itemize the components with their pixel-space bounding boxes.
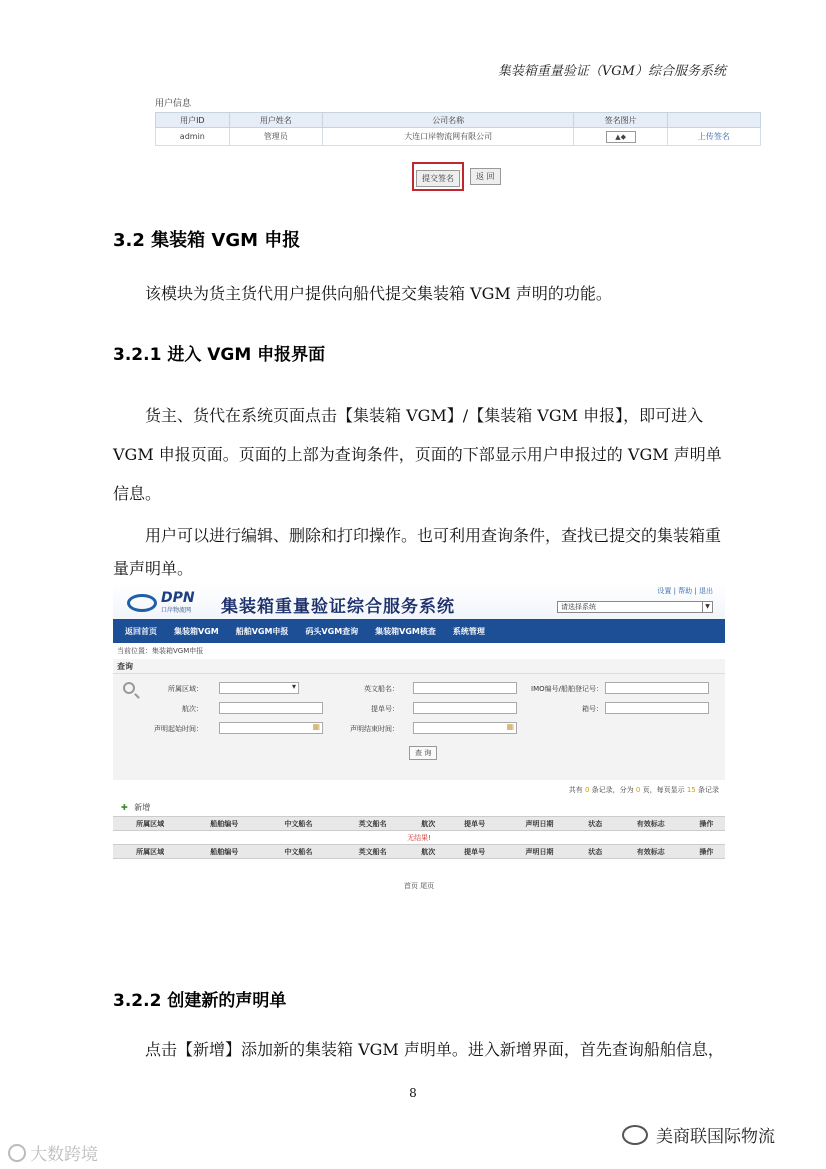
system-title: 集装箱重量验证综合服务系统 [221,597,455,617]
watermark-right [622,1122,775,1147]
label-start-time: 声明起始时间： [154,725,203,733]
signature-buttons [412,162,501,191]
label-voyage: 航次： [182,705,203,713]
table-footer: 中文船名 [261,845,335,859]
nav-vgm-check[interactable]: 集装箱VGM核查 [375,626,436,636]
wechat-icon [622,1125,648,1145]
running-header: 集装箱重量验证（VGM）综合服务系统 [497,64,726,79]
label-end-time: 声明结束时间： [350,725,399,733]
col-user-id: 用户ID [156,113,230,128]
col-action [667,113,760,128]
table-header: 船舶编号 [187,817,261,831]
table-footer: 船舶编号 [187,845,261,859]
table-footer: 有效标志 [614,845,688,859]
system-header [113,583,725,619]
cell-company: 大连口岸物流网有限公司 [322,128,574,146]
label-region: 所属区域： [168,685,203,693]
region-select[interactable] [219,682,299,694]
logo-subtext: 口岸物流网 [161,607,192,614]
col-signature: 签名图片 [574,113,667,128]
back-button[interactable]: 返 回 [470,168,501,185]
table-footer: 所属区域 [113,845,187,859]
watermark-left [8,1140,98,1165]
heading-3-2-1: 3.2.1 进入 VGM 申报界面 [113,345,326,365]
voyage-input[interactable] [219,702,323,714]
label-ship-en: 英文船名： [364,685,399,693]
table-header: 状态 [577,817,614,831]
watermark-logo-icon [8,1144,26,1162]
label-bl: 提单号： [371,705,399,713]
nav-system-admin[interactable]: 系统管理 [452,626,485,636]
table-header: 声明日期 [502,817,576,831]
submit-signature-button[interactable]: 提交签名 [416,170,460,187]
page-number: 8 [409,1086,417,1100]
imo-input[interactable] [605,682,709,694]
dpn-logo [127,591,195,614]
nav-home[interactable]: 返回首页 [125,626,157,636]
add-bar [113,800,725,816]
table-header: 有效标志 [614,817,688,831]
label-imo: IMO编号/船舶登记号： [531,685,603,693]
system-select-value: 请选择系统 [561,603,596,611]
table-header: 所属区域 [113,817,187,831]
query-area [113,674,725,780]
pager-total: 0 [584,786,590,794]
col-company: 公司名称 [322,113,574,128]
table-header: 航次 [410,817,447,831]
table-footer: 声明日期 [502,845,576,859]
cell-user-name: 管理员 [229,128,322,146]
chevron-down-icon: ▼ [702,602,712,612]
heading-3-2: 3.2 集装箱 VGM 申报 [113,230,301,251]
pager-text: 条记录 [698,786,719,794]
table-footer: 英文船名 [336,845,410,859]
highlight-box [412,162,464,191]
pager-text: 条记录，分为 [591,786,634,794]
signature-image: ▲◆ [606,131,636,143]
breadcrumb: 当前位置：集装箱VGM申报 [117,647,204,655]
pager-info [113,780,725,800]
pager-text: 共有 [568,786,583,794]
watermark-left-text: 大数跨境 [30,1145,98,1165]
vgm-system-screenshot [113,583,725,913]
heading-3-2-2: 3.2.2 创建新的声明单 [113,991,287,1011]
nav-container-vgm[interactable]: 集装箱VGM [174,626,219,636]
user-info-label: 用户信息 [155,99,192,109]
table-footer: 航次 [410,845,447,859]
table-row [156,128,761,146]
add-button[interactable]: 新增 [134,803,151,812]
table-header: 操作 [688,817,725,831]
query-button[interactable]: 查 询 [409,746,437,760]
table-header: 英文船名 [336,817,410,831]
upload-signature-link[interactable]: 上传签名 [667,128,760,146]
end-time-input[interactable] [413,722,517,734]
table-header: 提单号 [447,817,503,831]
pager-text: 页，每页显示 [642,786,685,794]
table-footer: 提单号 [447,845,503,859]
pager-pages: 0 [635,786,641,794]
logo-text: DPN [161,590,195,606]
table-footer: 状态 [577,845,614,859]
pager-per-page: 15 [686,786,696,794]
paragraph-3-2-1-b: 用户可以进行编辑、删除和打印操作。也可利用查询条件，查找已提交的集装箱重量声明单。 [113,526,722,578]
vgm-table [113,816,725,859]
watermark-right-text: 美商联国际物流 [656,1127,775,1147]
top-links[interactable]: 设置 | 帮助 | 退出 [657,587,713,595]
start-time-input[interactable] [219,722,323,734]
bottom-pager[interactable]: 首页 尾页 [403,882,435,890]
container-input[interactable] [605,702,709,714]
cell-user-id: admin [156,128,230,146]
query-title: 查询 [113,659,725,674]
main-nav [113,619,725,643]
table-footer: 操作 [688,845,725,859]
system-select[interactable] [557,601,713,613]
logo-ring-icon [127,594,157,612]
label-container: 箱号： [582,705,603,713]
nav-ship-vgm[interactable]: 船舶VGM申报 [235,626,289,636]
table-header: 中文船名 [261,817,335,831]
nav-terminal-vgm[interactable]: 码头VGM查询 [305,626,359,636]
paragraph-3-2-2: 点击【新增】添加新的集装箱 VGM 声明单。进入新增界面，首先查询船舶信息， [145,1040,724,1059]
paragraph-3-2: 该模块为货主货代用户提供向船代提交集装箱 VGM 声明的功能。 [145,284,612,303]
col-user-name: 用户姓名 [229,113,322,128]
no-result-text: 无结果! [407,833,431,842]
user-info-table [155,112,761,146]
add-icon: ✚ [121,803,128,812]
paragraph-3-2-1-a: 货主、货代在系统页面点击【集装箱 VGM】/【集装箱 VGM 申报】，即可进入 VGM 申报页面。页面的上部为查询条件，页面的下部显示用户申报过的 VGM 声明单信息。 [113,406,722,503]
